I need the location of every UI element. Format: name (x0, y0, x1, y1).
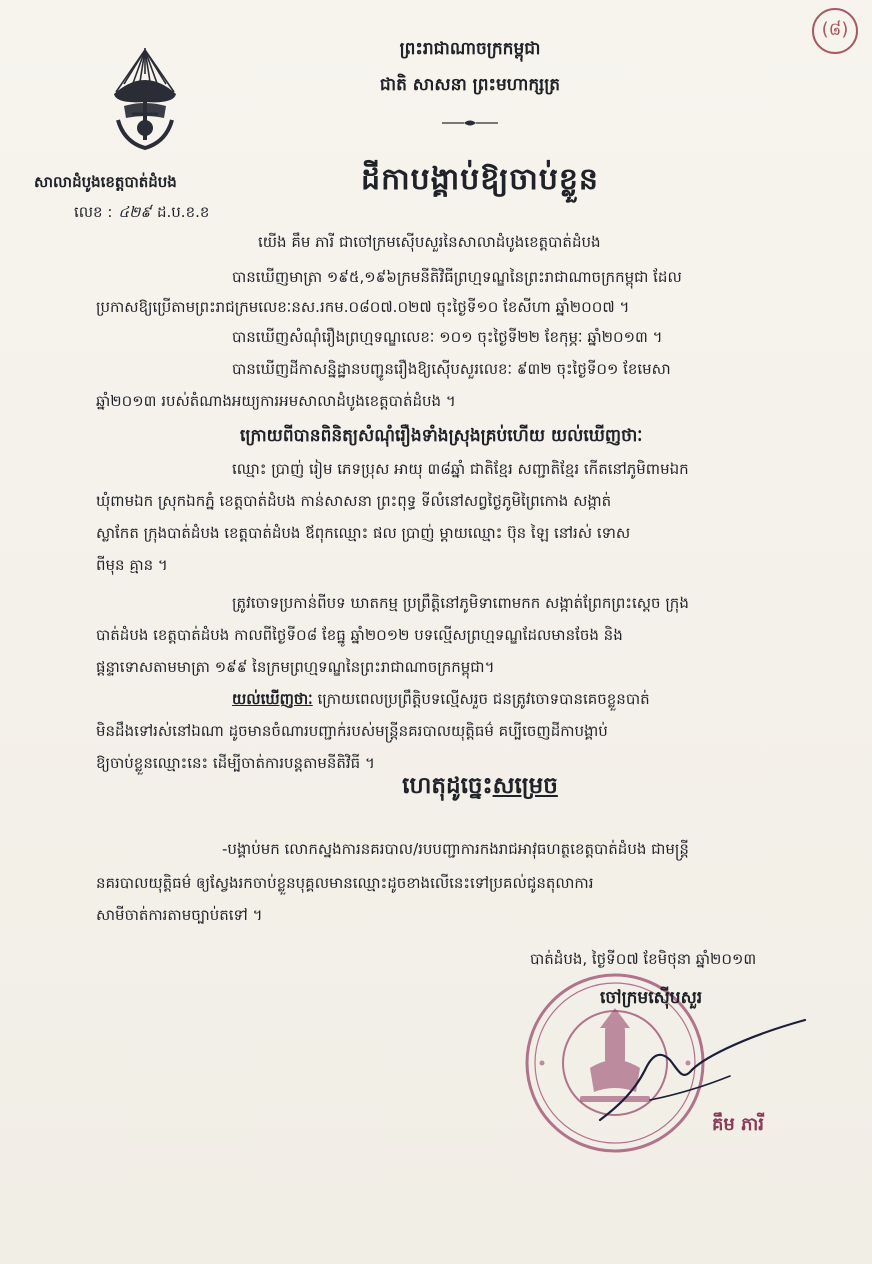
body-line-14: ផ្តន្ទាទោសតាមមាត្រា ១៩៩ នៃក្រមព្រហ្មទណ្ឌនៃព្រះរាជាណាចក្រកម្ពុជា។ (96, 658, 495, 676)
issuing-court: សាលាដំបូងខេត្តបាត់ដំបង (34, 173, 177, 191)
kingdom-header: ព្រះរាជាណាចក្រកម្ពុជា (399, 39, 541, 59)
court-emblem-icon (104, 44, 186, 154)
national-motto: ជាតិ សាសនា ព្រះមហាក្សត្រ (379, 75, 561, 95)
body-line-16: មិនដឹងទៅរស់នៅឯណា ដូចមានចំណារបញ្ជាក់របស់មន្ត្រីនគរបាលយុត្តិធម៌ គប្បីចេញដីកាបង្គាប់ (96, 722, 608, 740)
ornament-divider (440, 118, 500, 128)
decision-heading (370, 772, 590, 805)
reference-line (74, 203, 209, 225)
body-line-2: បានឃើញមាត្រា ១៩៥,១៩៦ក្រមនីតិវិធីព្រហ្មទណ្ឌនៃព្រះរាជាណាចក្រកម្ពុជា ដែល (232, 268, 682, 286)
body-line-1: យើង គឹម ភារី ជាចៅក្រមស៊ើបសួរនៃសាលាដំបូងខេត្តបាត់ដំបង (258, 233, 601, 251)
body-line-9: ឃុំពាមឯក ស្រុកឯកភ្នំ ខេត្តបាត់ដំបង កាន់សាសនា ព្រះពុទ្ធ ទីលំនៅសព្វថ្ងៃភូមិព្រៃកោង សង្កាត់ (96, 492, 612, 510)
decision-word: សម្រេច (492, 773, 558, 799)
opinion-text: ក្រោយពេលប្រព្រឹត្តិបទល្មើសរួច ជនត្រូវចោទបានគេចខ្លួនបាត់ (317, 690, 650, 708)
body-line-15 (232, 690, 650, 712)
body-line-6: ឆ្នាំ២០១៣ របស់តំណាងអយ្យការអមសាលាដំបូងខេត្តបាត់ដំបង ។ (96, 392, 456, 410)
place-and-date: បាត់ដំបង, ថ្ងៃទី០៧ ខែមិថុនា ឆ្នាំ២០១៣ (530, 950, 757, 968)
handwritten-signature (590, 1010, 820, 1130)
opinion-label: យល់ឃើញថាៈ (232, 690, 313, 708)
ref-number: ៤២៩ (118, 203, 151, 221)
body-line-5: បានឃើញដីកាសន្និដ្ឋានបញ្ជូនរឿងឱ្យស៊ើបសួរលេខៈ ៩៣២ ចុះថ្ងៃទី០១ ខែមេសា (232, 360, 671, 378)
order-line-3: សាមីចាត់ការតាមច្បាប់តទៅ ។ (96, 906, 263, 924)
body-line-8: ឈ្មោះ ប្រាញ់ រៀម ភេទប្រុស អាយុ ៣៨ឆ្នាំ ជាតិខ្មែរ សញ្ជាតិខ្មែរ កើតនៅភូមិពាមឯក (232, 460, 689, 478)
document-title: ដីកាបង្គាប់ឱ្យចាប់ខ្លួន (361, 162, 599, 197)
body-line-4: បានឃើញសំណុំរឿងព្រហ្មទណ្ឌលេខៈ ១០១ ចុះថ្ងៃទី២២ ខែកុម្ភៈ ឆ្នាំ២០១៣ ។ (232, 328, 663, 346)
ref-prefix: លេខ : (74, 203, 113, 221)
signatory-name: គឹម ភារី (712, 1114, 764, 1135)
order-line-1: -បង្គាប់មក លោកស្នងការនគរបាល/របបញ្ជាការកងរាជអាវុធហត្ថខេត្តបាត់ដំបង ជាមន្ត្រី (222, 840, 689, 858)
page-number-mark: (៨) (812, 8, 858, 54)
ref-suffix: ដ.ប.ខ.ខ (156, 203, 210, 221)
body-line-17: ឱ្យចាប់ខ្លួនឈ្មោះនេះ ដើម្បីចាត់ការបន្តតាមនីតិវិធី ។ (96, 754, 375, 772)
body-line-13: បាត់ដំបង ខេត្តបាត់ដំបង កាលពីថ្ងៃទី០៨ ខែធ្នូ ឆ្នាំ២០១២ បទល្មើសព្រហ្មទណ្ឌដែលមានចែង និង (96, 626, 623, 644)
review-heading: ក្រោយពីបានពិនិត្យសំណុំរឿងទាំងស្រុងគ្រប់ហើយ យល់ឃើញថាៈ (240, 426, 643, 446)
decision-prefix: ហេតុដូច្នេះ (402, 773, 493, 799)
body-line-12: ត្រូវចោទប្រកាន់ពីបទ ឃាតកម្ម ប្រព្រឹត្តិនៅភូមិទាពោមកក សង្កាត់ព្រែកព្រះស្តេច ក្រុង (232, 594, 689, 612)
signatory-title: ចៅក្រមស៊ើបសួរ (600, 988, 703, 1008)
body-line-10: ស្លាកែត ក្រុងបាត់ដំបង ខេត្តបាត់ដំបង ឪពុកឈ្មោះ ផល ប្រាញ់ ម្តាយឈ្មោះ ប៊ុន ឡៃ នៅរស់ ទោស (96, 524, 631, 542)
body-line-11: ពីមុន គ្មាន ។ (96, 556, 168, 574)
body-line-3: ប្រកាសឱ្យប្រើតាមព្រះរាជក្រមលេខៈនស.រកម.០៨០៧.០២៧ ចុះថ្ងៃទី១០ ខែសីហា ឆ្នាំ២០០៧ ។ (96, 298, 630, 316)
order-line-2: នគរបាលយុត្តិធម៌ ឲ្យស្វែងរកចាប់ខ្លួនបុគ្គលមានឈ្មោះដូចខាងលើនេះទៅប្រគល់ជូនតុលាការ (96, 874, 594, 892)
